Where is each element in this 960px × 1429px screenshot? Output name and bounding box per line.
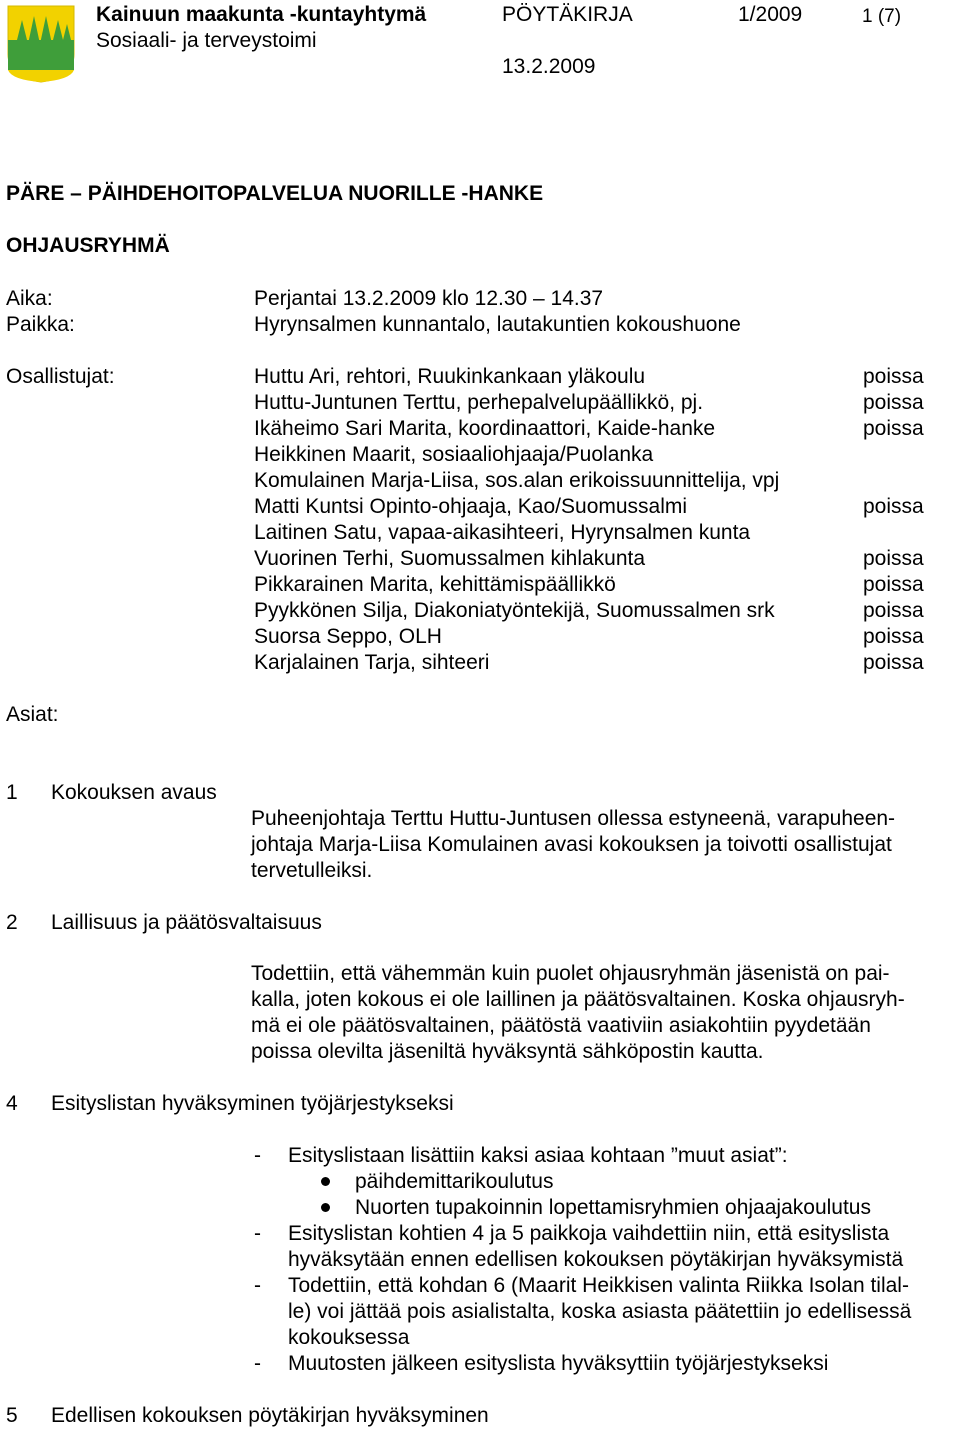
- item-number: 4: [6, 1092, 18, 1115]
- page-number: 1 (7): [862, 6, 902, 27]
- place-value: Hyrynsalmen kunnantalo, lautakuntien kokoushuone: [254, 313, 741, 336]
- participant-name: Matti Kuntsi Opinto-ohjaaja, Kao/Suomussalmi: [254, 495, 688, 518]
- participant-name: Ikäheimo Sari Marita, koordinaattori, Kaide-hanke: [254, 417, 716, 440]
- participant-status: poissa: [863, 573, 924, 596]
- dash-item-text: Muutosten jälkeen esityslista hyväksyttiin työjärjestykseksi: [288, 1352, 829, 1375]
- item-text-line: Todettiin, että vähemmän kuin puolet ohjausryhmän jäsenistä on pai-: [251, 962, 890, 985]
- dash-item-text: hyväksytään ennen edellisen kokouksen pöytäkirjan hyväksymistä: [288, 1248, 904, 1271]
- participant-name: Vuorinen Terhi, Suomussalmen kihlakunta: [254, 547, 646, 570]
- item-number: 5: [6, 1404, 18, 1427]
- bullet-icon: [321, 1177, 330, 1186]
- participants-label: Osallistujat:: [6, 365, 115, 388]
- agenda-label: Asiat:: [6, 703, 59, 726]
- item-text-line: poissa olevilta jäseniltä hyväksyntä sähköpostin kautta.: [251, 1040, 764, 1063]
- participant-name: Komulainen Marja-Liisa, sos.alan erikoissuunnittelija, vpj: [254, 469, 780, 492]
- participant-name: Pyykkönen Silja, Diakoniatyöntekijä, Suomussalmen srk: [254, 599, 775, 622]
- place-label: Paikka:: [6, 313, 75, 336]
- item-text-line: Puheenjohtaja Terttu Huttu-Juntusen ollessa estyneenä, varapuheen-: [251, 807, 896, 830]
- item-title: Esityslistan hyväksyminen työjärjestykseksi: [51, 1092, 454, 1115]
- participant-name: Pikkarainen Marita, kehittämispäällikkö: [254, 573, 616, 596]
- item-text-line: mä ei ole päätösvaltainen, päätöstä vaativiin asiakohtiin pyydetään: [251, 1014, 871, 1037]
- item-text-line: tervetulleiksi.: [251, 859, 373, 882]
- bullet-item-text: päihdemittarikoulutus: [355, 1170, 554, 1193]
- item-text-line: kalla, joten kokous ei ole laillinen ja päätösvaltainen. Koska ohjausryh-: [251, 988, 905, 1011]
- dash-item-text: Esityslistaan lisättiin kaksi asiaa kohtaan ”muut asiat”:: [288, 1144, 788, 1167]
- document-type: PÖYTÄKIRJA: [502, 3, 633, 26]
- department-name: Sosiaali- ja terveystoimi: [96, 29, 317, 52]
- bullet-item-text: Nuorten tupakoinnin lopettamisryhmien ohjaajakoulutus: [355, 1196, 871, 1219]
- item-title: Kokouksen avaus: [51, 781, 217, 804]
- item-number: 1: [6, 781, 18, 804]
- item-title: Edellisen kokouksen pöytäkirjan hyväksyminen: [51, 1404, 489, 1427]
- dash-item-text: le) voi jättää pois asialistalta, koska asiasta päätettiin jo edellisessä: [288, 1300, 912, 1323]
- item-text-line: johtaja Marja-Liisa Komulainen avasi kokouksen ja toivotti osallistujat: [251, 833, 892, 856]
- document-subtitle: OHJAUSRYHMÄ: [6, 234, 170, 257]
- participant-status: poissa: [863, 547, 924, 570]
- dash-marker: -: [254, 1144, 261, 1167]
- item-number: 2: [6, 911, 18, 934]
- item-title: Laillisuus ja päätösvaltaisuus: [51, 911, 322, 934]
- participant-status: poissa: [863, 365, 924, 388]
- participant-status: poissa: [863, 651, 924, 674]
- bullet-icon: [321, 1203, 330, 1212]
- dash-marker: -: [254, 1352, 261, 1375]
- time-label: Aika:: [6, 287, 53, 310]
- dash-marker: -: [254, 1222, 261, 1245]
- participant-name: Karjalainen Tarja, sihteeri: [254, 651, 490, 674]
- participant-status: poissa: [863, 599, 924, 622]
- participant-status: poissa: [863, 417, 924, 440]
- document-date: 13.2.2009: [502, 55, 596, 78]
- dash-item-text: Esityslistan kohtien 4 ja 5 paikkoja vaihdettiin niin, että esityslista: [288, 1222, 890, 1245]
- participant-name: Huttu Ari, rehtori, Ruukinkankaan yläkoulu: [254, 365, 646, 388]
- time-value: Perjantai 13.2.2009 klo 12.30 – 14.37: [254, 287, 604, 310]
- dash-marker: -: [254, 1274, 261, 1297]
- participant-name: Heikkinen Maarit, sosiaaliohjaaja/Puolanka: [254, 443, 654, 466]
- org-name: Kainuun maakunta -kuntayhtymä: [96, 3, 427, 26]
- dash-item-text: kokouksessa: [288, 1326, 410, 1349]
- kainuu-coat-of-arms-logo: [6, 4, 76, 84]
- participant-status: poissa: [863, 625, 924, 648]
- participant-name: Suorsa Seppo, OLH: [254, 625, 442, 648]
- participant-status: poissa: [863, 391, 924, 414]
- participant-name: Laitinen Satu, vapaa-aikasihteeri, Hyrynsalmen kunta: [254, 521, 751, 544]
- participant-status: poissa: [863, 495, 924, 518]
- document-title: PÄRE – PÄIHDEHOITOPALVELUA NUORILLE -HANKE: [6, 182, 544, 205]
- participant-name: Huttu-Juntunen Terttu, perhepalvelupäällikkö, pj.: [254, 391, 704, 414]
- dash-item-text: Todettiin, että kohdan 6 (Maarit Heikkisen valinta Riikka Isolan tilal-: [288, 1274, 909, 1297]
- document-number: 1/2009: [738, 3, 803, 26]
